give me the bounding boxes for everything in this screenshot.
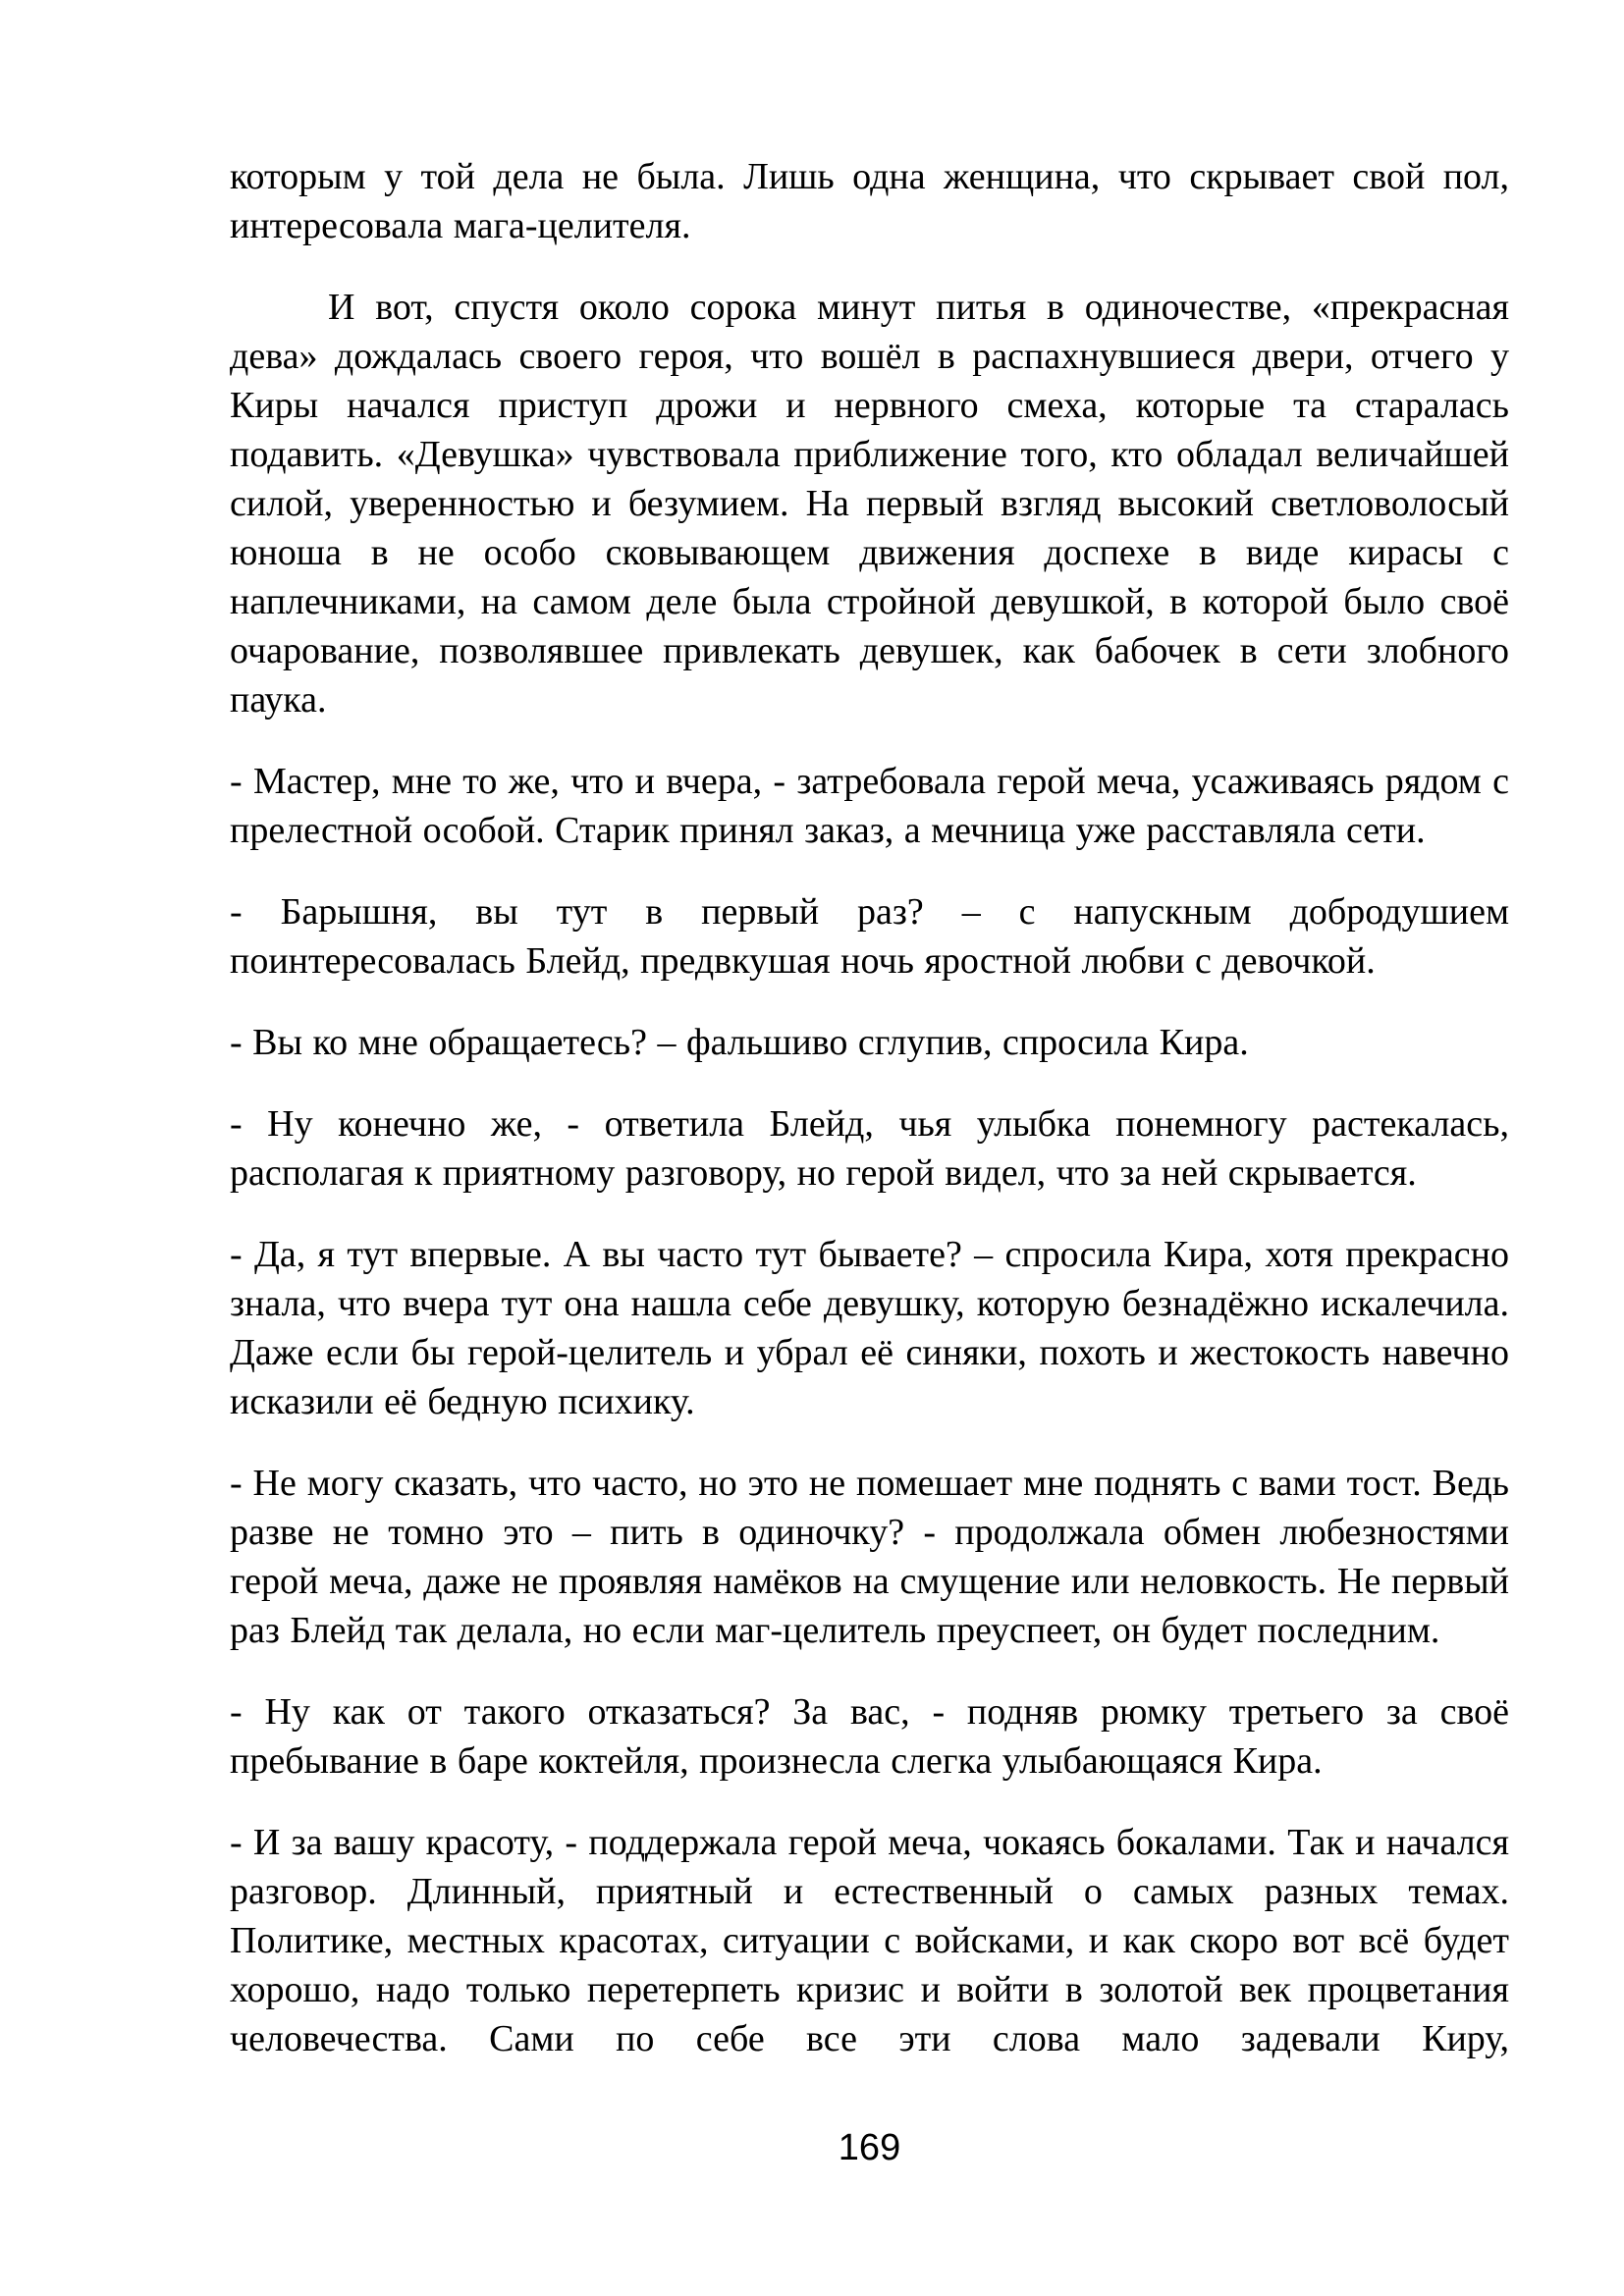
paragraph: - Мастер, мне то же, что и вчера, - затребовала герой меча, усаживаясь рядом с прелестной особой. Старик принял заказ, а мечница уже расставляла сети.: [230, 761, 1509, 851]
page-number: 169: [838, 2127, 901, 2168]
paragraph: - Да, я тут впервые. А вы часто тут бываете? – спросила Кира, хотя прекрасно знала, что вчера тут она нашла себе девушку, которую безнадёжно искалечила. Даже если бы герой-целитель и убрал её синяки, похоть и жестокость навечно исказили её бедную психику.: [230, 1234, 1509, 1422]
paragraph: - Барышня, вы тут в первый раз? – с напускным добродушием поинтересовалась Блейд, предвкушая ночь яростной любви с девочкой.: [230, 891, 1509, 982]
paragraph: - Ну как от такого отказаться? За вас, - подняв рюмку третьего за своё пребывание в баре коктейля, произнесла слегка улыбающаяся Кира.: [230, 1691, 1509, 1782]
paragraph: - Не могу сказать, что часто, но это не помешает мне поднять с вами тост. Ведь разве не томно это – пить в одиночку? - продолжала обмен любезностями герой меча, даже не проявляя намёков на смущение или неловкость. Не первый раз Блейд так делала, но если маг-целитель преуспеет, он будет последним.: [230, 1463, 1509, 1651]
paragraph: которым у той дела не была. Лишь одна женщина, что скрывает свой пол, интересовала мага-целителя.: [230, 156, 1509, 246]
paragraph: - Ну конечно же, - ответила Блейд, чья улыбка понемногу растекалась, располагая к приятному разговору, но герой видел, что за ней скрывается.: [230, 1103, 1509, 1194]
paragraph: И вот, спустя около сорока минут питья в одиночестве, «прекрасная дева» дождалась своего героя, что вошёл в распахнувшиеся двери, отчего у Киры начался приступ дрожи и нервного смеха, которые та старалась подавить. «Девушка» чувствовала приближение того, кто обладал величайшей силой, уверенностью и безумием. На первый взгляд высокий светловолосый юноша в не особо сковывающем движения доспехе в виде кирасы с наплечниками, на самом деле была стройной девушкой, в которой было своё очарование, позволявшее привлекать девушек, как бабочек в сети злобного паука.: [230, 287, 1509, 721]
paragraph: - И за вашу красоту, - поддержала герой меча, чокаясь бокалами. Так и начался разговор. Длинный, приятный и естественный о самых разных темах. Политике, местных красотах, ситуации с войсками, и как скоро вот всё будет хорошо, надо только перетерпеть кризис и войти в золотой век процветания человечества. Сами по себе все эти слова мало задевали Киру,: [230, 1822, 1509, 2059]
paragraph: - Вы ко мне обращаетесь? – фальшиво сглупив, спросила Кира.: [230, 1022, 1249, 1063]
page-text: [230, 152, 1509, 2096]
